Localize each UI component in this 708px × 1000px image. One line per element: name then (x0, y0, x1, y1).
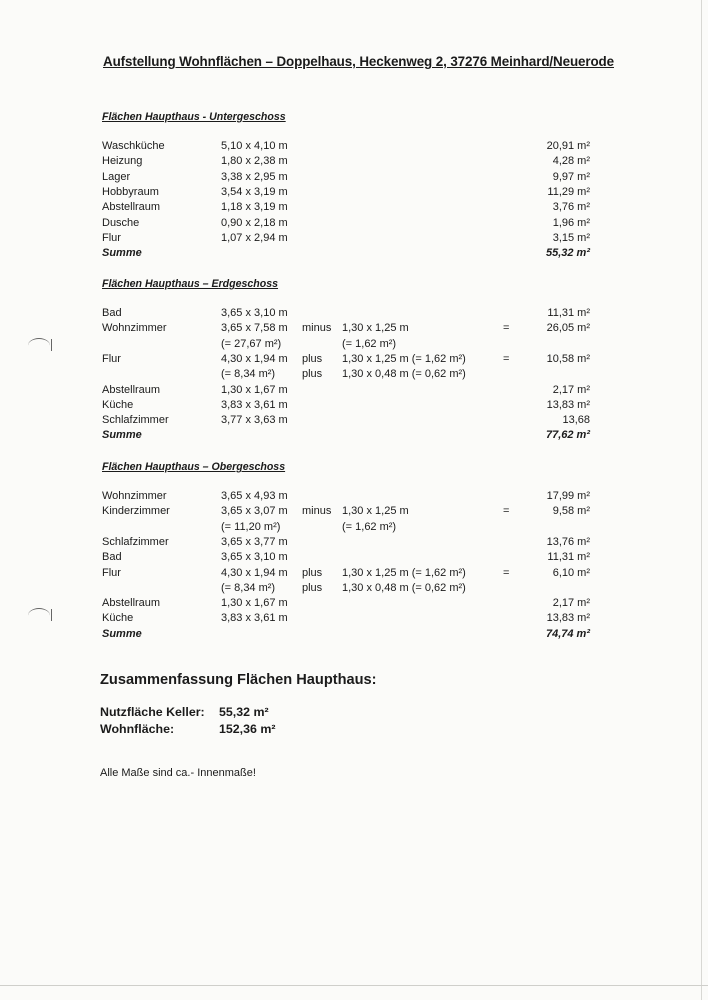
room-dimensions: 1,18 x 3,19 m (221, 201, 288, 214)
section-sum-row (0, 247, 708, 262)
table-row (0, 232, 708, 247)
room-dimensions: 1,30 x 1,67 m (221, 597, 288, 610)
room-dimensions: 3,65 x 3,77 m (221, 535, 288, 548)
room-name: Schlafzimmer (102, 535, 169, 548)
equals-sign: = (503, 352, 510, 365)
deduction-calc: (= 1,62 m²) (342, 337, 397, 350)
room-dimensions: 3,65 x 4,93 m (221, 490, 288, 502)
summary-label: Nutzfläche Keller: (100, 705, 205, 719)
room-area: 17,99 m² (546, 490, 590, 502)
room-dimensions: 1,80 x 2,38 m (221, 155, 288, 168)
summary-value: 152,36 m² (219, 722, 276, 736)
table-row (0, 384, 708, 399)
room-name: Waschküche (102, 140, 165, 152)
room-dimensions: 3,77 x 3,63 m (221, 414, 288, 427)
room-name: Wohnzimmer (102, 490, 167, 502)
table-row (0, 307, 708, 322)
operator: plus (302, 566, 323, 579)
room-area: 13,83 m² (546, 398, 590, 411)
footnote: Alle Maße sind ca.- Innenmaße! (100, 767, 256, 779)
room-dimensions: 4,30 x 1,94 m (221, 352, 288, 365)
room-dimensions: 3,83 x 3,61 m (221, 398, 288, 411)
room-name: Heizung (102, 155, 143, 168)
room-dimensions: 4,30 x 1,94 m (221, 566, 288, 579)
room-name: Lager (102, 170, 131, 183)
room-area: 13,68 (562, 414, 590, 427)
equals-sign: = (503, 566, 510, 579)
room-area: 1,96 m² (552, 216, 590, 229)
room-area: 3,76 m² (552, 201, 590, 214)
operator: plus (302, 352, 323, 365)
room-area: 4,28 m² (552, 155, 590, 168)
table-row (0, 353, 708, 368)
room-name: Abstellraum (102, 383, 161, 396)
table-row (0, 521, 708, 536)
room-name: Flur (102, 231, 121, 244)
room-dimensions: 0,90 x 2,18 m (221, 216, 288, 229)
table-row (0, 217, 708, 232)
room-dimensions: 3,65 x 3,10 m (221, 551, 288, 564)
room-dimensions: 3,38 x 2,95 m (221, 170, 288, 183)
deduction-calc: 1,30 x 0,48 m (= 0,62 m²) (342, 368, 466, 381)
table-row (0, 399, 708, 414)
punch-hole-mark (28, 608, 50, 623)
summary-heading: Zusammenfassung Flächen Haupthaus: (100, 672, 377, 688)
room-dimensions: 3,54 x 3,19 m (221, 185, 288, 198)
equals-sign: = (503, 505, 510, 518)
room-area: 11,31 m² (547, 551, 590, 564)
table-row (0, 322, 708, 337)
summary-value: 55,32 m² (219, 705, 269, 719)
deduction-calc: 1,30 x 1,25 m (342, 505, 409, 518)
room-dimensions: 1,07 x 2,94 m (221, 231, 288, 244)
room-dimensions: (= 11,20 m²) (221, 520, 281, 533)
table-row (0, 582, 708, 597)
deduction-calc: 1,30 x 1,25 m (342, 322, 409, 335)
document-title: Aufstellung Wohnflächen – Doppelhaus, Heckenweg 2, 37276 Meinhard/Neuerode (103, 54, 614, 69)
room-name: Dusche (102, 216, 140, 229)
room-area: 26,05 m² (546, 322, 590, 335)
section-heading: Flächen Haupthaus - Untergeschoss (102, 111, 286, 123)
room-name: Kinderzimmer (102, 505, 170, 518)
room-area: 3,15 m² (552, 231, 590, 244)
summary-row-wohnflaeche (100, 722, 400, 740)
table-row (0, 171, 708, 186)
operator: minus (302, 322, 332, 335)
room-dimensions: (= 8,34 m²) (221, 581, 276, 594)
deduction-calc: 1,30 x 1,25 m (= 1,62 m²) (342, 352, 466, 365)
room-area: 10,58 m² (546, 352, 590, 365)
table-row (0, 414, 708, 429)
room-dimensions: 3,65 x 3,10 m (221, 307, 288, 319)
table-row (0, 201, 708, 216)
table-row (0, 186, 708, 201)
room-area: 9,58 m² (552, 505, 590, 518)
room-dimensions: (= 27,67 m²) (221, 337, 282, 350)
room-area: 20,91 m² (546, 140, 590, 152)
scan-edge (0, 985, 708, 986)
section-sum-row (0, 628, 708, 643)
operator: plus (302, 368, 323, 381)
table-row (0, 338, 708, 353)
equals-sign: = (503, 322, 510, 335)
sum-value: 77,62 m² (545, 429, 590, 442)
room-area: 6,10 m² (552, 566, 590, 579)
room-name: Abstellraum (102, 201, 161, 214)
room-name: Wohnzimmer (102, 322, 167, 335)
room-area: 13,76 m² (546, 535, 590, 548)
room-name: Bad (102, 551, 122, 564)
summary-label: Wohnfläche: (100, 722, 175, 736)
room-name: Bad (102, 307, 122, 319)
table-row (0, 505, 708, 520)
table-row (0, 155, 708, 170)
room-dimensions: (= 8,34 m²) (221, 368, 276, 381)
room-dimensions: 3,83 x 3,61 m (221, 612, 288, 625)
table-row (0, 368, 708, 383)
sum-value: 74,74 m² (545, 627, 590, 640)
table-row (0, 536, 708, 551)
operator: plus (302, 581, 323, 594)
sum-label: Summe (102, 429, 142, 442)
section-sum-row (0, 429, 708, 444)
room-name: Abstellraum (102, 597, 161, 610)
punch-hole-mark (28, 338, 50, 353)
room-name: Küche (102, 398, 134, 411)
room-area: 13,83 m² (546, 612, 590, 625)
sum-label: Summe (102, 627, 142, 640)
sum-value: 55,32 m² (545, 247, 590, 260)
room-area: 2,17 m² (552, 383, 590, 396)
table-row (0, 490, 708, 505)
deduction-calc: (= 1,62 m²) (342, 520, 397, 533)
room-name: Schlafzimmer (102, 414, 169, 427)
deduction-calc: 1,30 x 1,25 m (= 1,62 m²) (342, 566, 466, 579)
room-name: Hobbyraum (102, 185, 159, 198)
room-area: 11,29 m² (547, 185, 590, 198)
table-row (0, 567, 708, 582)
operator: minus (302, 505, 332, 518)
table-row (0, 597, 708, 612)
room-name: Küche (102, 612, 134, 625)
summary-row-keller (100, 705, 400, 723)
sum-label: Summe (102, 247, 142, 260)
section-heading: Flächen Haupthaus – Obergeschoss (102, 461, 286, 473)
room-area: 9,97 m² (552, 170, 590, 183)
room-dimensions: 5,10 x 4,10 m (221, 140, 288, 152)
room-dimensions: 1,30 x 1,67 m (221, 383, 288, 396)
room-dimensions: 3,65 x 7,58 m (221, 322, 288, 335)
room-area: 11,31 m² (547, 307, 590, 319)
room-dimensions: 3,65 x 3,07 m (221, 505, 288, 518)
deduction-calc: 1,30 x 0,48 m (= 0,62 m²) (342, 581, 466, 594)
scan-edge (701, 0, 702, 1000)
table-row (0, 140, 708, 155)
section-heading: Flächen Haupthaus – Erdgeschoss (102, 278, 279, 290)
table-row (0, 612, 708, 627)
room-name: Flur (102, 352, 121, 365)
room-name: Flur (102, 566, 121, 579)
room-area: 2,17 m² (552, 597, 590, 610)
table-row (0, 551, 708, 566)
